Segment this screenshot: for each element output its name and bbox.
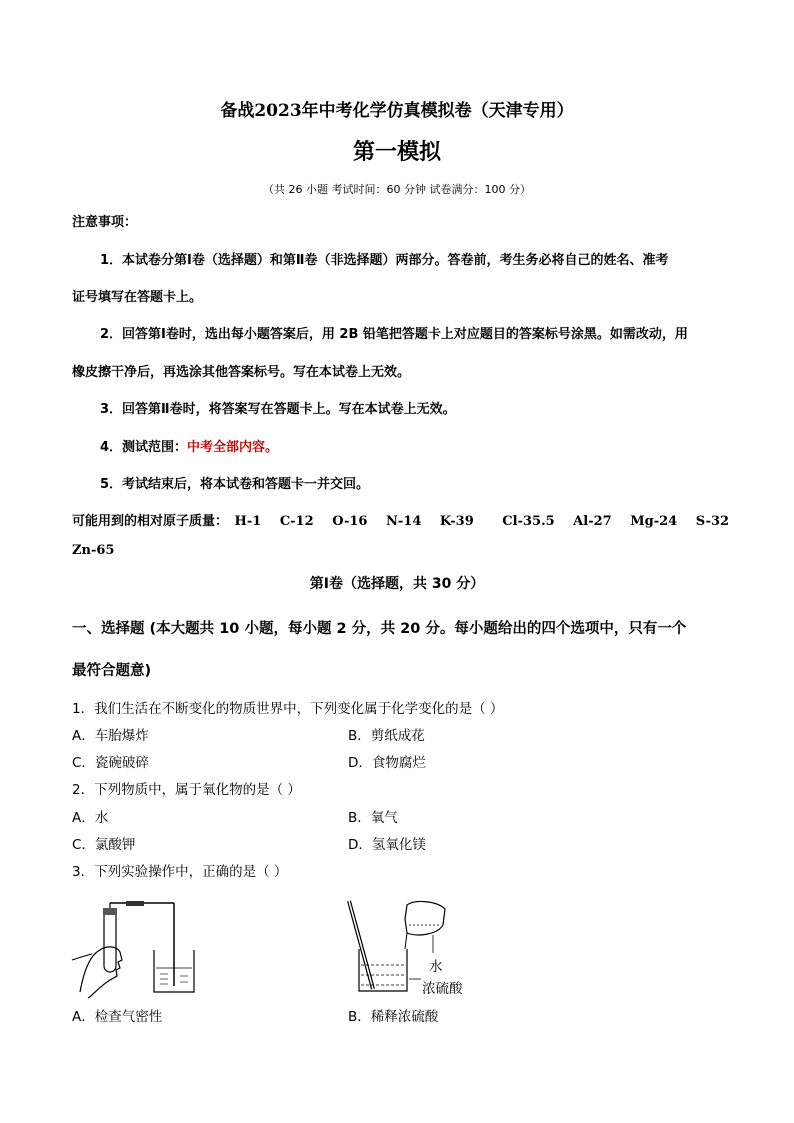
atomic-mass-value: O-16	[332, 514, 368, 529]
question-1-option-d[interactable]: D．食物腐烂	[348, 755, 426, 771]
atomic-mass-value: C-12	[279, 514, 314, 529]
note-4-prefix: 4．测试范围：	[100, 440, 188, 455]
figure-label-water: 水	[429, 959, 443, 975]
question-1-option-c[interactable]: C．瓷碗破碎	[72, 755, 149, 771]
question-2-option-c[interactable]: C．氯酸钾	[72, 837, 136, 853]
exam-meta: （共 26 小题 考试时间：60 分钟 试卷满分：100 分）	[263, 183, 531, 196]
section-heading-line-2: 最符合题意)	[72, 663, 152, 679]
figure-label-acid: 浓硫酸	[422, 981, 463, 997]
part-1-heading: 第Ⅰ卷（选择题，共 30 分）	[309, 576, 485, 592]
atomic-mass-value: S-32	[695, 514, 730, 529]
note-2-line-1: 2．回答第Ⅰ卷时，选出每小题答案后，用 2B 铅笔把答题卡上对应题目的答案标号涂黑。如需改动，用	[100, 327, 688, 342]
question-2-option-b[interactable]: B．氧气	[348, 810, 398, 826]
gas-tightness-figure	[70, 900, 210, 1000]
atomic-mass-value: H-1	[234, 514, 262, 529]
question-1-option-a[interactable]: A．车胎爆炸	[72, 728, 149, 744]
note-4-highlight: 中考全部内容。	[187, 440, 279, 455]
exam-subtitle: 第一模拟	[352, 140, 441, 165]
atomic-mass-value: Cl-35.5	[502, 514, 555, 529]
note-4	[100, 436, 278, 455]
notes-heading: 注意事项：	[72, 215, 138, 230]
section-heading-line-1: 一、选择题 (本大题共 10 小题，每小题 2 分，共 20 分。每小题给出的四个选项中，只有一个	[72, 621, 687, 637]
atomic-mass-value: Mg-24	[630, 514, 678, 529]
question-3-option-a[interactable]: A．检查气密性	[72, 1009, 163, 1025]
atomic-mass-label: 可能用到的相对原子质量：	[72, 514, 229, 529]
note-1-line-1: 1．本试卷分第Ⅰ卷（选择题）和第Ⅱ卷（非选择题）两部分。答卷前，考生务必将自己的姓名、准考	[100, 253, 669, 268]
atomic-mass-value: Al-27	[573, 514, 612, 529]
atomic-mass-value: N-14	[386, 514, 422, 529]
question-1-option-b[interactable]: B．剪纸成花	[348, 728, 425, 744]
question-1-stem: 1．我们生活在不断变化的物质世界中，下列变化属于化学变化的是（ ）	[72, 701, 504, 717]
atomic-mass-value: K-39	[439, 514, 474, 529]
note-3: 3．回答第Ⅱ卷时，将答案写在答题卡上。写在本试卷上无效。	[100, 402, 456, 417]
question-3-stem: 3．下列实验操作中，正确的是（ ）	[72, 864, 288, 880]
question-3-option-b[interactable]: B．稀释浓硫酸	[348, 1009, 439, 1025]
atomic-mass-line	[72, 510, 743, 529]
note-2-line-2: 橡皮擦干净后，再选涂其他答案标号。写在本试卷上无效。	[72, 365, 411, 380]
question-2-option-d[interactable]: D．氢氧化镁	[348, 837, 426, 853]
question-2-option-a[interactable]: A．水	[72, 810, 109, 826]
exam-title: 备战2023年中考化学仿真模拟卷（天津专用）	[220, 101, 574, 121]
note-1-line-2: 证号填写在答题卡上。	[72, 290, 203, 305]
question-2-stem: 2．下列物质中，属于氧化物的是（ ）	[72, 782, 301, 798]
atomic-mass-last: Zn-65	[72, 543, 115, 558]
note-5: 5．考试结束后，将本试卷和答题卡一并交回。	[100, 477, 370, 492]
